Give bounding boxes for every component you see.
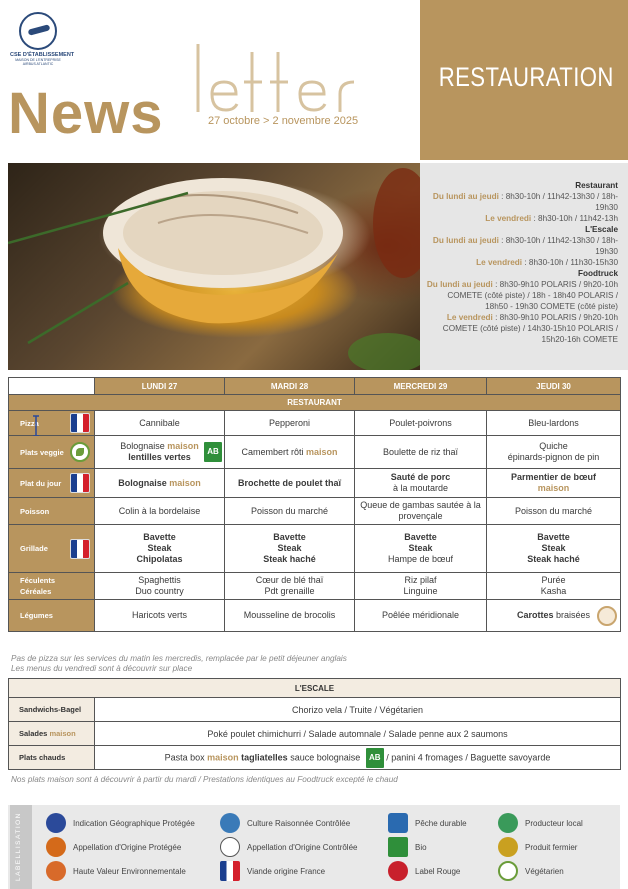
igp-icon (46, 813, 66, 833)
menu-cell: Cannibale (95, 411, 225, 436)
category-plat-du-jour: Plat du jour (9, 469, 95, 498)
menu-cell: Pepperoni (225, 411, 355, 436)
vegetarian-icon (70, 442, 90, 462)
bio-icon: AB (204, 442, 222, 462)
camembert-illustration (8, 163, 420, 370)
menu-cell: Bavette Steak Steak haché (225, 525, 355, 573)
label-item: Appellation d'Origine Protégée (46, 837, 181, 857)
table-row (9, 722, 621, 746)
menu-cell: Bolognaise maison (95, 469, 225, 498)
table-row (9, 698, 621, 722)
table-row (9, 498, 621, 525)
menu-cell: Quiche épinards-pignon de pin (487, 436, 621, 469)
france-meat-icon (70, 539, 90, 559)
aoc-icon (220, 837, 240, 857)
table-row (9, 525, 621, 573)
opening-hours (420, 163, 628, 370)
newsletter-title-news: News (8, 81, 164, 146)
menu-cell: Purée Kasha (487, 573, 621, 600)
hours-title-foodtruck: Foodtruck (577, 269, 618, 278)
menu-cell: Poisson du marché (225, 498, 355, 525)
menu-cell: Haricots verts (95, 600, 225, 632)
hours-line: Le vendredi : 8h30-9h10 POLARIS / 9h20-10h COMETE (côté piste) / 14h30-15h10 POLARIS / 15h20-16h COMETE (442, 313, 618, 344)
menu-cell: Queue de gambas sautée à la provençale (355, 498, 487, 525)
logo-text: CSE D'ÉTABLISSEMENT (10, 52, 75, 58)
menu-cell: Sauté de porc à la moutarde (355, 469, 487, 498)
label-item: Appellation d'Origine Contrôlée (220, 837, 357, 857)
category-legumes: Légumes (9, 600, 95, 632)
labellisation-strip: LABELLISATION (10, 805, 32, 889)
label-item: Végétarien (498, 861, 564, 881)
menu-cell: Chorizo vela / Truite / Végétarien (95, 698, 621, 722)
day-header: LUNDI 27 (95, 378, 225, 395)
label-item: Indication Géographique Protégée (46, 813, 195, 833)
menu-cell: Riz pilaf Linguine (355, 573, 487, 600)
restauration-banner (420, 0, 628, 160)
category-sandwichs: Sandwichs-Bagel (9, 698, 95, 722)
escale-section-title: L'ESCALE (9, 679, 621, 698)
days-header-row (9, 378, 621, 395)
france-meat-icon (70, 413, 90, 433)
header (0, 0, 628, 160)
bio-icon: AB (366, 748, 384, 768)
crc-icon (220, 813, 240, 833)
menu-cell: Carottes braisées (487, 600, 621, 632)
fait-maison-icon (597, 606, 617, 626)
category-plats-chauds: Plats chauds (9, 746, 95, 770)
aop-icon (46, 837, 66, 857)
france-meat-icon (220, 861, 240, 881)
label-rouge-icon (388, 861, 408, 881)
bio-icon (388, 837, 408, 857)
restaurant-section-row (9, 395, 621, 411)
menu-cell: Spaghettis Duo country (95, 573, 225, 600)
menu-cell: Colin à la bordelaise (95, 498, 225, 525)
table-row (9, 746, 621, 770)
menu-cell: Poké poulet chimichurri / Salade automnale / Salade penne aux 2 saumons (95, 722, 621, 746)
menu-cell: Poulet-poivrons (355, 411, 487, 436)
logo-sub: AIRBUS ATLANTIC (22, 62, 54, 66)
note-pizza: Pas de pizza sur les services du matin les mercredis, remplacée par le petit déjeuner anglais (11, 654, 347, 663)
menu-cell: Bavette Steak Hampe de bœuf (355, 525, 487, 573)
menu-cell: Bavette Steak Chipolatas (95, 525, 225, 573)
newsletter-title-letter (190, 42, 410, 142)
note-plats-maison: Nos plats maison sont à découvrir à partir du mardi / Prestations identiques au Foodtruck excepté le chaud (11, 775, 398, 784)
menu-cell: Mousseline de brocolis (225, 600, 355, 632)
label-item: Label Rouge (388, 861, 460, 881)
restaurant-menu-table (8, 377, 621, 632)
local-producer-icon (498, 813, 518, 833)
hours-line: Du lundi au jeudi : 8h30-9h10 POLARIS / 9h20-10h COMETE (côté piste) / 18h - 18h40 POLARIS / 18h50 - 19h30 COMETE (côté piste) (426, 280, 618, 311)
table-row (9, 469, 621, 498)
cse-logo (10, 12, 75, 66)
menu-cell: Boulette de riz thaï (355, 436, 487, 469)
hours-line: Du lundi au jeudi : 8h30-10h / 11h42-13h30 / 18h-19h30 (432, 192, 618, 212)
escale-section-row (9, 679, 621, 698)
menu-cell: Bleu-lardons (487, 411, 621, 436)
hours-line: Du lundi au jeudi : 8h30-10h / 11h42-13h30 / 18h-19h30 (432, 236, 618, 256)
restaurant-section-title: RESTAURANT (9, 395, 621, 411)
menu-cell: Bolognaise maison lentilles vertes AB (95, 436, 225, 469)
restauration-title: RESTAURATION (438, 62, 614, 92)
day-header: MARDI 28 (225, 378, 355, 395)
hours-title-escale: L'Escale (585, 225, 618, 234)
hours-title-restaurant: Restaurant (575, 181, 618, 190)
newsletter-dates: 27 octobre > 2 novembre 2025 (208, 115, 359, 127)
farm-icon (498, 837, 518, 857)
labels-legend (8, 805, 620, 889)
day-header: JEUDI 30 (487, 378, 621, 395)
hve-icon (46, 861, 66, 881)
hours-line: Le vendredi : 8h30-10h / 11h30-15h30 (476, 258, 618, 267)
menu-cell: Bavette Steak Steak haché (487, 525, 621, 573)
menu-cell: Parmentier de bœuf maison (487, 469, 621, 498)
vegetarian-icon (498, 861, 518, 881)
text-cursor-icon (31, 415, 41, 437)
label-item: Viande origine France (220, 861, 325, 881)
menu-cell: Camembert rôti maison (225, 436, 355, 469)
note-vendredi: Les menus du vendredi sont à découvrir sur place (11, 664, 193, 673)
food-photo (8, 163, 420, 370)
category-grillade: Grillade (9, 525, 95, 573)
label-item: Pêche durable (388, 813, 467, 833)
category-veggie: Plats veggie (9, 436, 95, 469)
globe-plane-icon (19, 12, 57, 50)
menu-cell: Cœur de blé thaï Pdt grenaille (225, 573, 355, 600)
menu-cell: Poêlée méridionale (355, 600, 487, 632)
menu-cell: Poisson du marché (487, 498, 621, 525)
table-row (9, 573, 621, 600)
msc-icon (388, 813, 408, 833)
category-poisson: Poisson (9, 498, 95, 525)
category-feculents: Féculents Céréales (9, 573, 95, 600)
hours-line: Le vendredi : 8h30-10h / 11h42-13h (485, 214, 618, 223)
france-meat-icon (70, 473, 90, 493)
label-item: Bio (388, 837, 427, 857)
day-header: MERCREDI 29 (355, 378, 487, 395)
table-row (9, 411, 621, 436)
escale-menu-table (8, 678, 621, 770)
table-row (9, 436, 621, 469)
label-item: Producteur local (498, 813, 583, 833)
category-pizza: Pizza (9, 411, 95, 436)
menu-cell: Brochette de poulet thaï (225, 469, 355, 498)
table-row (9, 600, 621, 632)
category-salades: Salades maison (9, 722, 95, 746)
logo-sub2: MAISON DE L'ENTREPRISE (15, 58, 61, 62)
label-item: Haute Valeur Environnementale (46, 861, 186, 881)
menu-cell: Pasta box maison tagliatelles sauce bolognaise AB / panini 4 fromages / Baguette savoyarde (95, 746, 621, 770)
label-item: Culture Raisonnée Contrôlée (220, 813, 350, 833)
label-item: Produit fermier (498, 837, 577, 857)
